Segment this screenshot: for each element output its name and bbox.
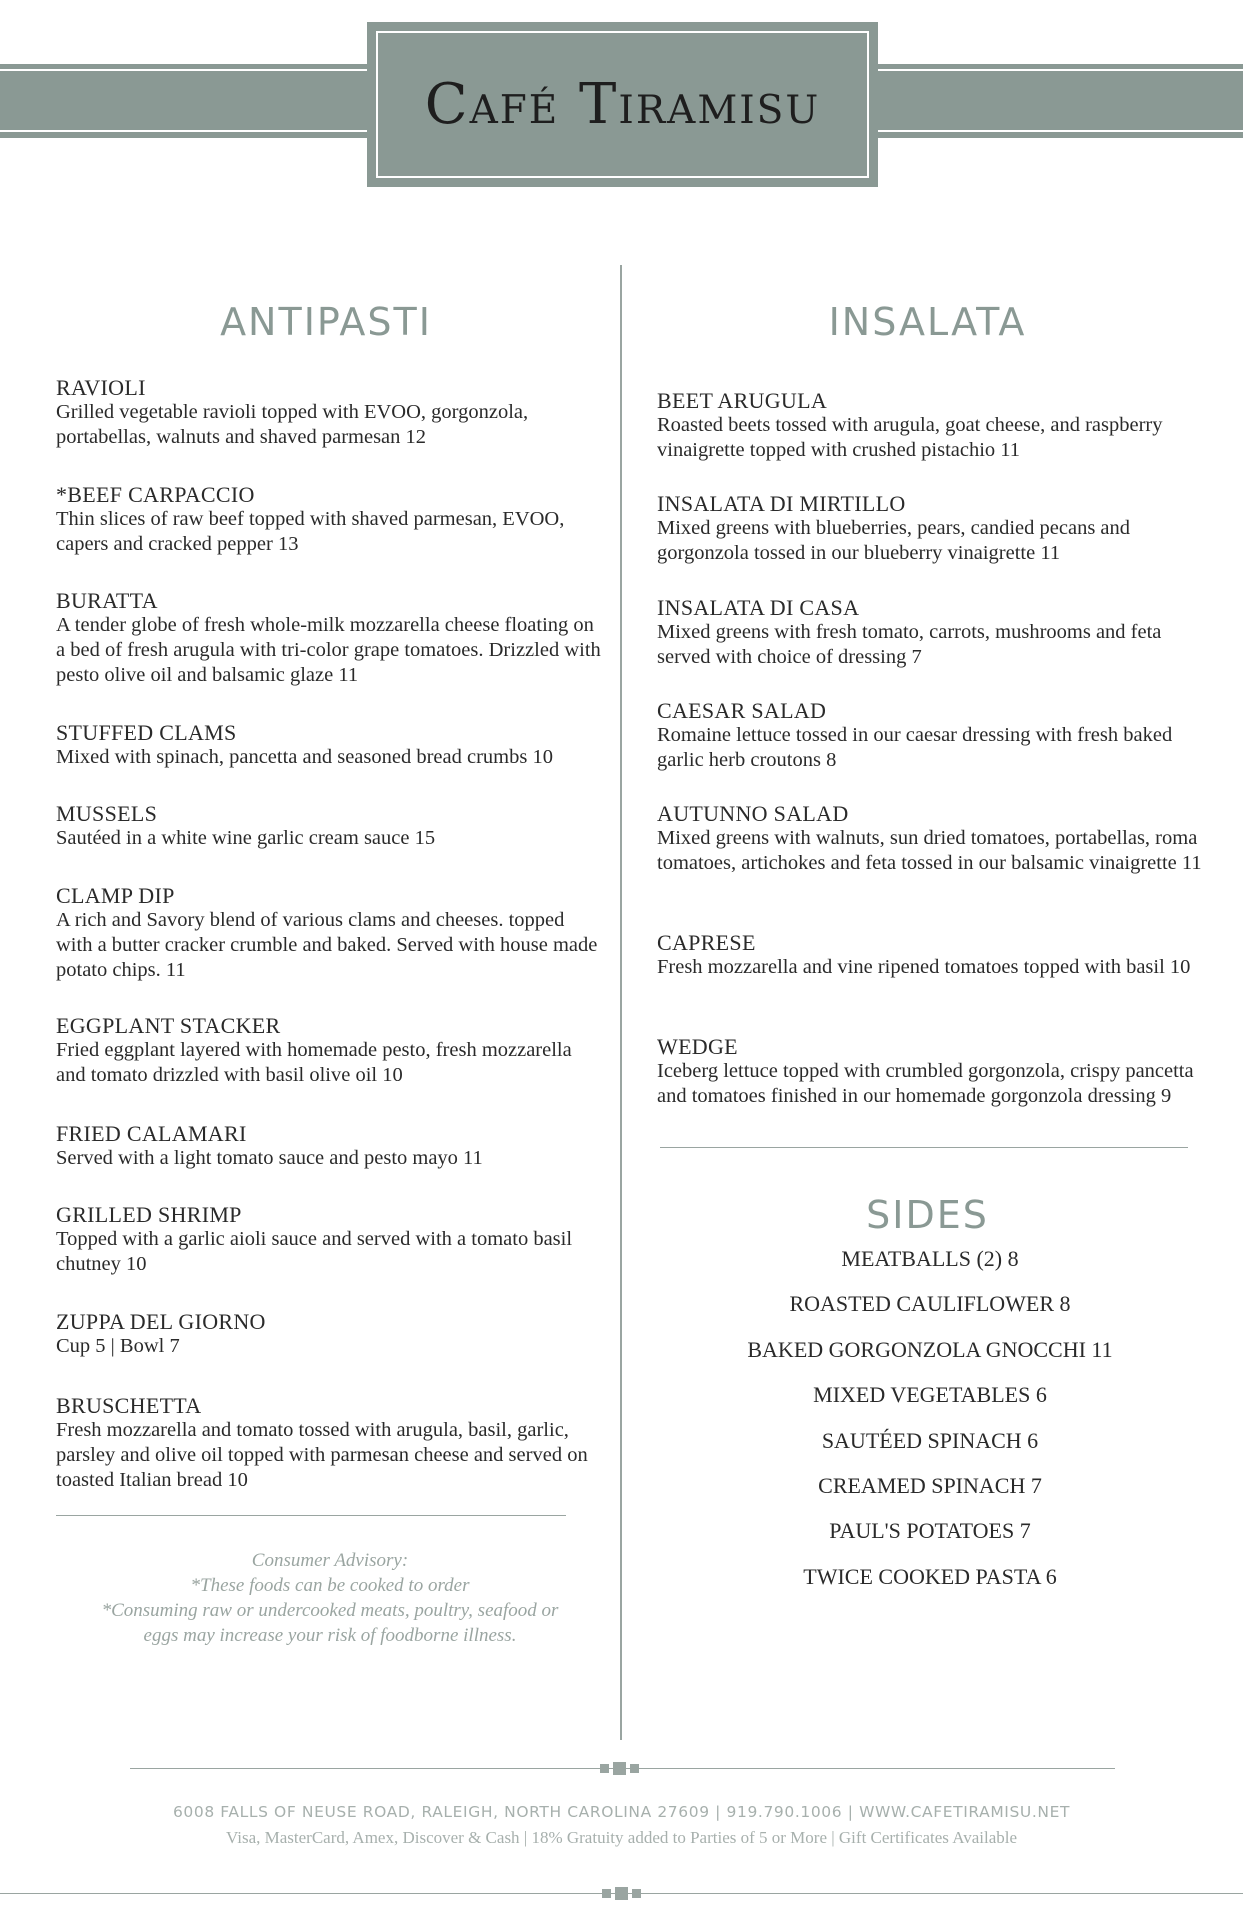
menu-item (657, 491, 1212, 566)
item-name: *BEEF CARPACCIO (56, 482, 255, 507)
item-description: Sautéed in a white wine garlic cream sauce 15 (56, 827, 436, 849)
item-name: RAVIOLI (56, 375, 146, 400)
item-name: AUTUNNO SALAD (657, 801, 849, 826)
item-description: Romaine lettuce tossed in our caesar dressing with fresh baked garlic herb croutons 8 (657, 724, 1173, 771)
item-description: Thin slices of raw beef topped with shaved parmesan, EVOO, capers and cracked pepper 13 (56, 508, 565, 555)
menu-item (657, 930, 1212, 980)
menu-item (56, 720, 601, 770)
menu-item (56, 482, 601, 557)
section-rule (660, 1147, 1188, 1148)
ornament-square (600, 1764, 609, 1773)
side-item: CREAMED SPINACH 7 (818, 1473, 1042, 1498)
item-name: BRUSCHETTA (56, 1393, 202, 1418)
sides-title: SIDES (866, 1193, 989, 1237)
section-rule (56, 1515, 566, 1516)
menu-item (56, 1121, 601, 1171)
menu-item (657, 1034, 1212, 1109)
item-description: Served with a light tomato sauce and pesto mayo 11 (56, 1147, 483, 1169)
item-name: INSALATA DI CASA (657, 595, 860, 620)
item-name: STUFFED CLAMS (56, 720, 237, 745)
footer-payment-info: Visa, MasterCard, Amex, Discover & Cash | 18% Gratuity added to Parties of 5 or More | Gift Certificates Available (225, 1828, 1018, 1847)
item-description: Topped with a garlic aioli sauce and served with a tomato basil chutney 10 (56, 1228, 573, 1275)
footer-address: 6008 FALLS OF NEUSE ROAD, RALEIGH, NORTH CAROLINA 27609 | 919.790.1006 | WWW.CAFETIRAMISU.NET (172, 1803, 1071, 1821)
item-name: BURATTA (56, 588, 158, 613)
restaurant-name: Café Tiramisu (424, 72, 821, 137)
menu-item (56, 1309, 601, 1359)
advisory-line: *These foods can be cooked to order (190, 1575, 470, 1596)
menu-item (56, 883, 601, 983)
column-divider (620, 265, 622, 1740)
menu-item (56, 1202, 601, 1277)
side-item: BAKED GORGONZOLA GNOCCHI 11 (747, 1337, 1113, 1362)
ornament-square (602, 1889, 611, 1898)
item-description: Mixed with spinach, pancetta and seasoned bread crumbs 10 (56, 746, 553, 768)
item-description: A tender globe of fresh whole-milk mozzarella cheese floating on a bed of fresh arugula with tri-color grape tomatoes. Drizzled with pesto olive oil and balsamic glaze 11 (56, 614, 601, 686)
item-description: Mixed greens with blueberries, pears, candied pecans and gorgonzola tossed in our blueberry vinaigrette 11 (657, 517, 1131, 564)
advisory-line: eggs may increase your risk of foodborne illness. (143, 1625, 517, 1646)
menu-item (657, 698, 1212, 773)
item-description: Roasted beets tossed with arugula, goat cheese, and raspberry vinaigrette topped with crushed pistachio 11 (657, 414, 1163, 461)
menu-item (56, 375, 601, 450)
item-name: MUSSELS (56, 801, 158, 826)
side-item: ROASTED CAULIFLOWER 8 (789, 1291, 1071, 1316)
item-description: Grilled vegetable ravioli topped with EVOO, gorgonzola, portabellas, walnuts and shaved parmesan 12 (56, 401, 529, 448)
insalata-title: INSALATA (828, 300, 1027, 344)
menu-item (657, 388, 1212, 463)
side-item: PAUL'S POTATOES 7 (829, 1518, 1031, 1543)
ornament-square (613, 1762, 626, 1775)
menu-item (657, 595, 1212, 670)
item-name: CAPRESE (657, 930, 756, 955)
item-description: A rich and Savory blend of various clams and cheeses. topped with a butter cracker crumble and baked. Served with house made potato chips. 11 (56, 909, 598, 981)
side-item: MIXED VEGETABLES 6 (813, 1382, 1047, 1407)
advisory-heading: Consumer Advisory: (251, 1550, 409, 1571)
menu-item (56, 1013, 601, 1088)
item-name: GRILLED SHRIMP (56, 1202, 242, 1227)
item-description: Fresh mozzarella and tomato tossed with arugula, basil, garlic, parsley and olive oil topped with parmesan cheese and served on toasted Italian bread 10 (56, 1419, 588, 1491)
menu-item (56, 801, 601, 851)
menu-item (56, 1393, 601, 1493)
consumer-advisory (70, 1548, 590, 1648)
ornament-square (615, 1887, 628, 1900)
item-name: CAESAR SALAD (657, 698, 827, 723)
item-name: ZUPPA DEL GIORNO (56, 1309, 266, 1334)
item-name: INSALATA DI MIRTILLO (657, 491, 906, 516)
item-description: Iceberg lettuce topped with crumbled gorgonzola, crispy pancetta and tomatoes finished in our homemade gorgonzola dressing 9 (657, 1060, 1194, 1107)
item-name: EGGPLANT STACKER (56, 1013, 281, 1038)
antipasti-title: ANTIPASTI (220, 300, 432, 344)
item-description: Fresh mozzarella and vine ripened tomatoes topped with basil 10 (657, 956, 1191, 978)
item-name: WEDGE (657, 1034, 738, 1059)
ornament-square (632, 1889, 641, 1898)
menu-item (56, 588, 601, 688)
item-name: FRIED CALAMARI (56, 1121, 247, 1146)
menu-item (657, 801, 1212, 876)
side-item: MEATBALLS (2) 8 (841, 1246, 1019, 1271)
item-name: BEET ARUGULA (657, 388, 828, 413)
ornament-square (630, 1764, 639, 1773)
side-item: SAUTÉED SPINACH 6 (821, 1428, 1039, 1453)
item-description: Fried eggplant layered with homemade pesto, fresh mozzarella and tomato drizzled with basil olive oil 10 (56, 1039, 572, 1086)
side-item: TWICE COOKED PASTA 6 (803, 1564, 1057, 1589)
item-description: Mixed greens with walnuts, sun dried tomatoes, portabellas, roma tomatoes, artichokes and feta tossed in our balsamic vinaigrette 11 (657, 827, 1202, 874)
advisory-line: *Consuming raw or undercooked meats, poultry, seafood or (101, 1600, 559, 1621)
item-description: Mixed greens with fresh tomato, carrots, mushrooms and feta served with choice of dressing 7 (657, 621, 1162, 668)
item-description: Cup 5 | Bowl 7 (56, 1335, 180, 1357)
item-name: CLAMP DIP (56, 883, 175, 908)
